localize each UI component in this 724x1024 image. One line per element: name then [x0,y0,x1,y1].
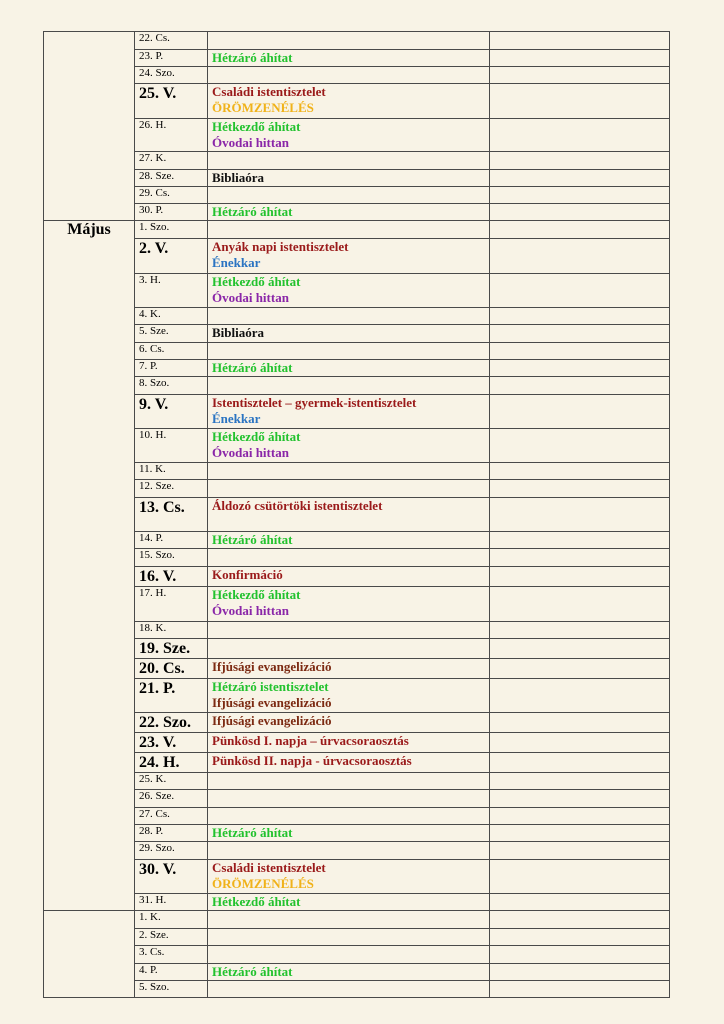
events-cell [208,50,490,67]
notes-cell [490,463,670,480]
table-row [44,929,670,946]
events-cell [208,274,490,308]
notes-cell [490,964,670,981]
events-cell [208,842,490,860]
event-label: ÖRÖMZENÉLÉS [212,876,314,891]
table-row [44,842,670,860]
table-row [44,152,670,170]
day-cell: 6. Cs. [135,343,208,360]
notes-cell [490,567,670,587]
day-cell: 21. P. [135,679,208,713]
notes-cell [490,929,670,946]
events-cell [208,463,490,480]
day-cell: 11. K. [135,463,208,480]
events-cell [208,119,490,152]
events-cell [208,67,490,84]
day-cell: 29. Szo. [135,842,208,860]
notes-cell [490,587,670,622]
day-cell: 19. Sze. [135,639,208,659]
table-row [44,274,670,308]
day-cell: 1. K. [135,911,208,929]
events-cell [208,587,490,622]
notes-cell [490,429,670,463]
table-row [44,567,670,587]
day-cell: 28. P. [135,825,208,842]
table-row [44,360,670,377]
events-cell [208,429,490,463]
day-cell: 28. Sze. [135,170,208,187]
day-cell: 2. Sze. [135,929,208,946]
events-cell [208,894,490,911]
events-cell [208,480,490,498]
day-cell: 26. Sze. [135,790,208,808]
events-cell [208,32,490,50]
table-row [44,825,670,842]
events-cell [208,498,490,532]
events-cell [208,308,490,325]
table-row [44,463,670,480]
event-label: Hétzáró áhítat [212,532,293,547]
events-cell [208,325,490,343]
event-label: Anyák napi istentisztelet [212,239,349,254]
table-row [44,659,670,679]
day-cell: 27. K. [135,152,208,170]
events-cell [208,152,490,170]
event-label: Bibliaóra [212,325,265,340]
events-cell [208,84,490,119]
table-row [44,532,670,549]
table-row [44,239,670,274]
day-cell: 18. K. [135,622,208,639]
day-cell: 17. H. [135,587,208,622]
events-cell [208,622,490,639]
events-cell [208,773,490,790]
table-row [44,377,670,395]
notes-cell [490,911,670,929]
notes-cell [490,119,670,152]
event-label: Pünkösd II. napja - úrvacsoraosztás [212,753,412,768]
notes-cell [490,842,670,860]
notes-cell [490,239,670,274]
event-label: Konfirmáció [212,567,283,582]
calendar-body [44,32,670,998]
day-cell: 23. V. [135,733,208,753]
day-cell: 3. Cs. [135,946,208,964]
event-label: Családi istentisztelet [212,84,326,99]
notes-cell [490,773,670,790]
table-row [44,429,670,463]
notes-cell [490,221,670,239]
day-cell: 7. P. [135,360,208,377]
events-cell [208,377,490,395]
notes-cell [490,498,670,532]
notes-cell [490,549,670,567]
day-cell: 29. Cs. [135,187,208,204]
event-label: Hétzáró istentisztelet [212,679,329,694]
event-label: Istentisztelet – gyermek-istentisztelet [212,395,417,410]
event-label: Hétzáró áhítat [212,825,293,840]
day-cell: 30. V. [135,860,208,894]
notes-cell [490,395,670,429]
events-cell [208,659,490,679]
notes-cell [490,639,670,659]
notes-cell [490,343,670,360]
notes-cell [490,860,670,894]
events-cell [208,964,490,981]
notes-cell [490,325,670,343]
table-row [44,790,670,808]
day-cell: 25. V. [135,84,208,119]
events-cell [208,343,490,360]
notes-cell [490,532,670,549]
table-row [44,808,670,825]
table-row [44,308,670,325]
notes-cell [490,377,670,395]
notes-cell [490,825,670,842]
event-label: Hétzáró áhítat [212,360,293,375]
notes-cell [490,360,670,377]
event-label: Pünkösd I. napja – úrvacsoraosztás [212,733,409,748]
notes-cell [490,274,670,308]
notes-cell [490,32,670,50]
events-cell [208,713,490,733]
day-cell: 1. Szo. [135,221,208,239]
events-cell [208,981,490,998]
event-label: Hétzáró áhítat [212,50,293,65]
event-label: Hétzáró áhítat [212,204,293,219]
event-label: Énekkar [212,411,261,426]
table-row [44,343,670,360]
events-cell [208,825,490,842]
notes-cell [490,733,670,753]
day-cell: 31. H. [135,894,208,911]
table-row [44,622,670,639]
event-label: Óvodai hittan [212,445,289,460]
table-row [44,325,670,343]
day-cell: 13. Cs. [135,498,208,532]
day-cell: 3. H. [135,274,208,308]
table-row [44,549,670,567]
day-cell: 22. Szo. [135,713,208,733]
table-row [44,119,670,152]
table-row [44,911,670,929]
events-cell [208,790,490,808]
notes-cell [490,946,670,964]
table-row [44,773,670,790]
notes-cell [490,67,670,84]
event-label: Áldozó csütörtöki istentisztelet [212,498,383,513]
day-cell: 24. Szo. [135,67,208,84]
event-label: Hétkezdő áhítat [212,274,301,289]
event-label: Hétkezdő áhítat [212,429,301,444]
events-cell [208,946,490,964]
day-cell: 22. Cs. [135,32,208,50]
day-cell: 9. V. [135,395,208,429]
events-cell [208,733,490,753]
events-cell [208,360,490,377]
day-cell: 15. Szo. [135,549,208,567]
event-label: Hétkezdő áhítat [212,894,301,909]
month-cell [44,32,135,221]
day-cell: 10. H. [135,429,208,463]
notes-cell [490,753,670,773]
table-row [44,733,670,753]
events-cell [208,567,490,587]
events-cell [208,532,490,549]
events-cell [208,679,490,713]
table-row [44,32,670,50]
notes-cell [490,790,670,808]
table-row [44,498,670,532]
day-cell: 30. P. [135,204,208,221]
event-label: ÖRÖMZENÉLÉS [212,100,314,115]
table-row [44,679,670,713]
events-cell [208,549,490,567]
notes-cell [490,480,670,498]
day-cell: 16. V. [135,567,208,587]
event-label: Óvodai hittan [212,603,289,618]
events-cell [208,221,490,239]
notes-cell [490,50,670,67]
table-row [44,587,670,622]
events-cell [208,929,490,946]
events-cell [208,639,490,659]
notes-cell [490,981,670,998]
day-cell: 4. K. [135,308,208,325]
notes-cell [490,308,670,325]
event-label: Ifjúsági evangelizáció [212,713,332,728]
event-label: Énekkar [212,255,261,270]
table-row [44,713,670,733]
notes-cell [490,152,670,170]
event-label: Ifjúsági evangelizáció [212,695,332,710]
events-cell [208,239,490,274]
event-label: Ifjúsági evangelizáció [212,659,332,674]
events-cell [208,860,490,894]
event-label: Hétkezdő áhítat [212,587,301,602]
table-row [44,480,670,498]
table-row [44,894,670,911]
table-row [44,187,670,204]
events-cell [208,753,490,773]
day-cell: 20. Cs. [135,659,208,679]
table-row [44,395,670,429]
table-row [44,753,670,773]
table-row [44,981,670,998]
day-cell: 27. Cs. [135,808,208,825]
events-cell [208,911,490,929]
month-cell: Május [44,221,135,911]
event-label: Családi istentisztelet [212,860,326,875]
table-row [44,84,670,119]
day-cell: 26. H. [135,119,208,152]
month-cell [44,911,135,998]
event-label: Hétzáró áhítat [212,964,293,979]
table-row [44,67,670,84]
notes-cell [490,204,670,221]
notes-cell [490,713,670,733]
day-cell: 4. P. [135,964,208,981]
event-label: Óvodai hittan [212,135,289,150]
events-cell [208,808,490,825]
event-label: Óvodai hittan [212,290,289,305]
table-row [44,946,670,964]
table-row [44,639,670,659]
event-label: Bibliaóra [212,170,265,185]
day-cell: 5. Sze. [135,325,208,343]
day-cell: 23. P. [135,50,208,67]
table-row [44,170,670,187]
calendar-table [43,31,670,998]
notes-cell [490,84,670,119]
day-cell: 8. Szo. [135,377,208,395]
day-cell: 12. Sze. [135,480,208,498]
table-row [44,964,670,981]
notes-cell [490,170,670,187]
events-cell [208,204,490,221]
notes-cell [490,622,670,639]
notes-cell [490,808,670,825]
events-cell [208,187,490,204]
event-label: Hétkezdő áhítat [212,119,301,134]
day-cell: 5. Szo. [135,981,208,998]
table-row [44,221,670,239]
notes-cell [490,187,670,204]
day-cell: 25. K. [135,773,208,790]
notes-cell [490,659,670,679]
notes-cell [490,894,670,911]
events-cell [208,170,490,187]
events-cell [208,395,490,429]
day-cell: 24. H. [135,753,208,773]
table-row [44,860,670,894]
table-row [44,204,670,221]
day-cell: 2. V. [135,239,208,274]
notes-cell [490,679,670,713]
day-cell: 14. P. [135,532,208,549]
table-row [44,50,670,67]
